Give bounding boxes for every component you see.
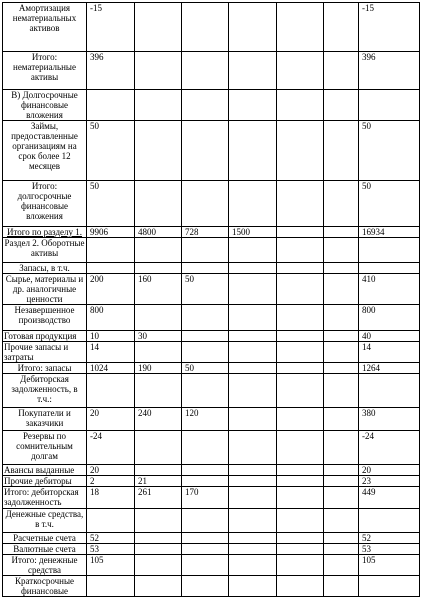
- value-cell: [135, 465, 182, 476]
- value-cell: 53: [359, 544, 420, 555]
- value-cell: [182, 465, 229, 476]
- value-cell: [87, 90, 135, 121]
- table-row: [3, 227, 420, 238]
- value-cell: 800: [359, 305, 420, 331]
- value-cell: [277, 121, 324, 181]
- value-cell: [324, 544, 359, 555]
- table-row: [3, 408, 420, 431]
- value-cell: [324, 274, 359, 305]
- value-cell: [87, 374, 135, 408]
- value-cell: 9906: [87, 227, 135, 238]
- row-label: Итого: дебиторская задолженность: [3, 487, 87, 509]
- value-cell: [229, 90, 277, 121]
- value-cell: [229, 274, 277, 305]
- table-row: [3, 576, 420, 597]
- row-label: Валютные счета: [3, 544, 87, 555]
- value-cell: [324, 487, 359, 509]
- row-label: Расчетные счета: [3, 533, 87, 544]
- value-cell: [277, 238, 324, 263]
- value-cell: [277, 465, 324, 476]
- row-label: В) Долгосрочные финансовые вложения: [3, 90, 87, 121]
- value-cell: [182, 555, 229, 576]
- value-cell: 50: [359, 121, 420, 181]
- value-cell: [324, 52, 359, 90]
- value-cell: 410: [359, 274, 420, 305]
- value-cell: [324, 331, 359, 342]
- row-label: Готовая продукция: [3, 331, 87, 342]
- row-label: Итого: запасы: [3, 363, 87, 374]
- value-cell: [324, 363, 359, 374]
- value-cell: [277, 544, 324, 555]
- table-row: [3, 274, 420, 305]
- balance-table: [2, 2, 420, 597]
- table-body: [3, 3, 420, 597]
- value-cell: [229, 363, 277, 374]
- value-cell: 21: [135, 476, 182, 487]
- value-cell: 396: [359, 52, 420, 90]
- value-cell: [324, 342, 359, 363]
- value-cell: 240: [135, 408, 182, 431]
- value-cell: [135, 3, 182, 52]
- row-label: Дебиторская задолженность, в т.ч.:: [3, 374, 87, 408]
- table-row: [3, 331, 420, 342]
- value-cell: 200: [87, 274, 135, 305]
- table-row: [3, 238, 420, 263]
- table-row: [3, 487, 420, 509]
- value-cell: [182, 331, 229, 342]
- value-cell: [182, 263, 229, 274]
- value-cell: [135, 374, 182, 408]
- value-cell: [182, 476, 229, 487]
- table-row: [3, 555, 420, 576]
- value-cell: [135, 121, 182, 181]
- table-row: [3, 509, 420, 533]
- value-cell: 50: [87, 121, 135, 181]
- value-cell: [182, 238, 229, 263]
- value-cell: 160: [135, 274, 182, 305]
- value-cell: [135, 238, 182, 263]
- value-cell: -15: [359, 3, 420, 52]
- value-cell: [182, 544, 229, 555]
- value-cell: [135, 576, 182, 597]
- value-cell: [324, 238, 359, 263]
- value-cell: [229, 181, 277, 227]
- row-label: Прочие дебиторы: [3, 476, 87, 487]
- value-cell: [229, 544, 277, 555]
- value-cell: [277, 3, 324, 52]
- value-cell: [182, 374, 229, 408]
- value-cell: 20: [87, 408, 135, 431]
- row-label: Покупатели и заказчики: [3, 408, 87, 431]
- value-cell: [229, 509, 277, 533]
- value-cell: [229, 533, 277, 544]
- row-label: Итого: денежные средства: [3, 555, 87, 576]
- value-cell: 380: [359, 408, 420, 431]
- row-label: Прочие запасы и затраты: [3, 342, 87, 363]
- value-cell: [229, 238, 277, 263]
- value-cell: [182, 305, 229, 331]
- value-cell: [277, 181, 324, 227]
- value-cell: [324, 305, 359, 331]
- value-cell: [324, 374, 359, 408]
- value-cell: [229, 576, 277, 597]
- value-cell: 14: [87, 342, 135, 363]
- value-cell: [182, 52, 229, 90]
- value-cell: [324, 465, 359, 476]
- value-cell: [324, 509, 359, 533]
- value-cell: [87, 509, 135, 533]
- value-cell: [277, 331, 324, 342]
- value-cell: 30: [135, 331, 182, 342]
- table-row: [3, 305, 420, 331]
- value-cell: [135, 555, 182, 576]
- value-cell: [277, 52, 324, 90]
- value-cell: [277, 533, 324, 544]
- table-row: [3, 465, 420, 476]
- value-cell: -24: [87, 431, 135, 465]
- table-row: [3, 431, 420, 465]
- row-label: Сырье, материалы и др. аналогичные ценности: [3, 274, 87, 305]
- value-cell: [277, 363, 324, 374]
- row-label: Займы, предоставленные организациям на срок более 12 месяцев: [3, 121, 87, 181]
- value-cell: 50: [87, 181, 135, 227]
- value-cell: [182, 3, 229, 52]
- row-label: Итого: нематериальные активы: [3, 52, 87, 90]
- value-cell: 449: [359, 487, 420, 509]
- value-cell: [277, 576, 324, 597]
- value-cell: [324, 181, 359, 227]
- value-cell: 1024: [87, 363, 135, 374]
- value-cell: [359, 374, 420, 408]
- value-cell: 16934: [359, 227, 420, 238]
- value-cell: [359, 509, 420, 533]
- row-label: Раздел 2. Оборотные активы: [3, 238, 87, 263]
- value-cell: 50: [182, 363, 229, 374]
- value-cell: [87, 263, 135, 274]
- value-cell: [229, 342, 277, 363]
- value-cell: 728: [182, 227, 229, 238]
- value-cell: [135, 90, 182, 121]
- value-cell: [324, 576, 359, 597]
- value-cell: [277, 374, 324, 408]
- row-label: Авансы выданные: [3, 465, 87, 476]
- table-row: [3, 181, 420, 227]
- table-row: [3, 52, 420, 90]
- value-cell: [324, 476, 359, 487]
- value-cell: [277, 476, 324, 487]
- table-row: [3, 374, 420, 408]
- value-cell: [229, 305, 277, 331]
- value-cell: [229, 555, 277, 576]
- value-cell: [229, 331, 277, 342]
- value-cell: 23: [359, 476, 420, 487]
- value-cell: [182, 509, 229, 533]
- value-cell: 396: [87, 52, 135, 90]
- value-cell: -15: [87, 3, 135, 52]
- value-cell: [229, 476, 277, 487]
- value-cell: [277, 263, 324, 274]
- value-cell: [229, 263, 277, 274]
- value-cell: [277, 90, 324, 121]
- value-cell: 50: [359, 181, 420, 227]
- value-cell: [277, 509, 324, 533]
- value-cell: [277, 408, 324, 431]
- value-cell: [229, 408, 277, 431]
- value-cell: 105: [359, 555, 420, 576]
- value-cell: 50: [182, 274, 229, 305]
- value-cell: 18: [87, 487, 135, 509]
- value-cell: [182, 533, 229, 544]
- value-cell: [229, 52, 277, 90]
- value-cell: [135, 305, 182, 331]
- value-cell: 10: [87, 331, 135, 342]
- value-cell: [135, 544, 182, 555]
- row-label: Запасы, в т.ч.: [3, 263, 87, 274]
- value-cell: 52: [87, 533, 135, 544]
- value-cell: [182, 181, 229, 227]
- value-cell: [229, 487, 277, 509]
- value-cell: [277, 487, 324, 509]
- value-cell: [277, 274, 324, 305]
- balance-sheet: [2, 2, 423, 603]
- value-cell: 120: [182, 408, 229, 431]
- value-cell: [324, 263, 359, 274]
- value-cell: [359, 263, 420, 274]
- value-cell: [135, 533, 182, 544]
- value-cell: [324, 431, 359, 465]
- value-cell: [277, 431, 324, 465]
- value-cell: 170: [182, 487, 229, 509]
- value-cell: [182, 121, 229, 181]
- value-cell: [324, 408, 359, 431]
- value-cell: [277, 555, 324, 576]
- row-label: Денежные средства, в т.ч.: [3, 509, 87, 533]
- value-cell: -24: [359, 431, 420, 465]
- value-cell: [324, 3, 359, 52]
- row-label: Незавершенное производство: [3, 305, 87, 331]
- value-cell: 1264: [359, 363, 420, 374]
- row-label: Амортизация нематериальных активов: [3, 3, 87, 52]
- value-cell: [135, 431, 182, 465]
- table-row: [3, 544, 420, 555]
- table-row: [3, 476, 420, 487]
- table-row: [3, 533, 420, 544]
- value-cell: [182, 431, 229, 465]
- value-cell: 20: [87, 465, 135, 476]
- table-row: [3, 263, 420, 274]
- row-label: Итого: долгосрочные финансовые вложения: [3, 181, 87, 227]
- value-cell: [229, 374, 277, 408]
- value-cell: 14: [359, 342, 420, 363]
- value-cell: [359, 576, 420, 597]
- table-row: [3, 3, 420, 52]
- value-cell: [324, 227, 359, 238]
- value-cell: [135, 181, 182, 227]
- value-cell: [87, 238, 135, 263]
- value-cell: 20: [359, 465, 420, 476]
- value-cell: 53: [87, 544, 135, 555]
- value-cell: 52: [359, 533, 420, 544]
- value-cell: 1500: [229, 227, 277, 238]
- value-cell: 4800: [135, 227, 182, 238]
- value-cell: 261: [135, 487, 182, 509]
- value-cell: [229, 3, 277, 52]
- row-label: Итого по разделу 1.: [3, 227, 87, 238]
- value-cell: [324, 555, 359, 576]
- table-row: [3, 121, 420, 181]
- value-cell: [359, 238, 420, 263]
- value-cell: [87, 576, 135, 597]
- row-label: Краткосрочные финансовые: [3, 576, 87, 597]
- value-cell: [324, 121, 359, 181]
- value-cell: [135, 509, 182, 533]
- value-cell: 800: [87, 305, 135, 331]
- value-cell: [229, 465, 277, 476]
- value-cell: [182, 342, 229, 363]
- value-cell: 2: [87, 476, 135, 487]
- value-cell: [135, 263, 182, 274]
- value-cell: [324, 90, 359, 121]
- value-cell: [277, 227, 324, 238]
- value-cell: [229, 121, 277, 181]
- value-cell: [182, 90, 229, 121]
- row-label: Резервы по сомнительным долгам: [3, 431, 87, 465]
- value-cell: 190: [135, 363, 182, 374]
- value-cell: [135, 52, 182, 90]
- table-row: [3, 90, 420, 121]
- value-cell: [324, 533, 359, 544]
- value-cell: [277, 342, 324, 363]
- table-row: [3, 342, 420, 363]
- value-cell: [277, 305, 324, 331]
- value-cell: [229, 431, 277, 465]
- value-cell: [182, 576, 229, 597]
- table-row: [3, 363, 420, 374]
- value-cell: [135, 342, 182, 363]
- value-cell: [359, 90, 420, 121]
- value-cell: 40: [359, 331, 420, 342]
- value-cell: 105: [87, 555, 135, 576]
